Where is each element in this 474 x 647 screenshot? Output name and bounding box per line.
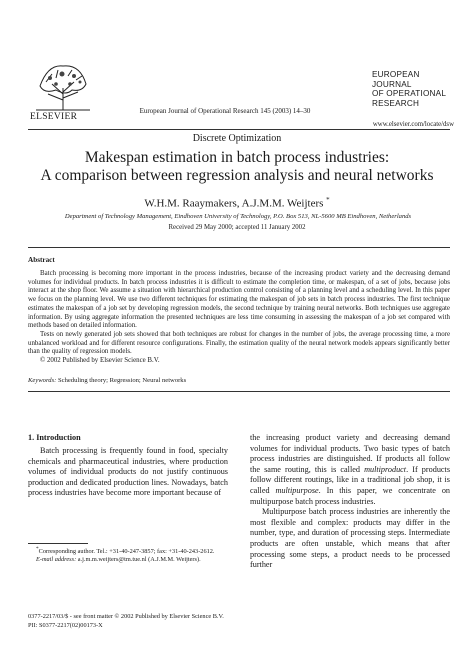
text-run: . In this paper, we concentrate on multipurpose batch process industries.: [250, 485, 451, 506]
footnote-mark: *: [36, 546, 39, 552]
intro-paragraph: Multipurpose batch process industries are inherently the most flexible and complex: products may differ in the number, type, and duration of processing steps. Intermediate products are often unstable, which means that after processing some steps, a product needs to be processed further: [250, 507, 450, 570]
footnote-rule: [28, 543, 88, 544]
section-heading-introduction: 1. Introduction: [28, 433, 81, 442]
email-label: E-mail address:: [36, 556, 77, 564]
term-multiproduct: multiproduct: [364, 464, 407, 474]
keywords-label: Keywords:: [28, 377, 57, 384]
abstract-bottom-rule: [28, 391, 450, 392]
email-suffix: (A.J.M.M. Weijters).: [148, 556, 201, 564]
intro-paragraph: [250, 433, 450, 507]
author-footnote-mark[interactable]: *: [326, 196, 330, 204]
journal-url[interactable]: www.elsevier.com/locate/dsw: [372, 121, 454, 128]
abstract-paragraph: Tests on newly generated job sets showed that both techniques are robust for changes in the number of jobs, the average processing time, a more unbalanced workload and for different resource configurations. Finally, the estimation quality of the neural network models appears significantly better than the quality of regression models.: [28, 330, 450, 356]
text-run: . If products follow different routings, like in a traditional job shop, it is called: [250, 464, 451, 495]
email-link[interactable]: a.j.m.m.weijters@tm.tue.nl: [77, 556, 147, 564]
authors: W.H.M. Raaymakers, A.J.M.M. Weijters: [144, 197, 324, 210]
journal-brand-line: OF OPERATIONAL: [372, 89, 447, 98]
left-column: [28, 446, 228, 499]
copyright-line: © 2002 Published by Elsevier Science B.V.: [40, 357, 160, 365]
elsevier-tree-logo: [28, 58, 98, 114]
section-label: Discrete Optimization: [192, 133, 282, 144]
abstract-top-rule: [28, 247, 450, 248]
author-line: [0, 196, 474, 210]
journal-brand-line: EUROPEAN: [372, 70, 420, 79]
header-rule: [28, 129, 450, 130]
footnote-email: [28, 556, 228, 564]
keywords: [28, 377, 450, 384]
received-dates: Received 29 May 2000; accepted 11 January 2002: [168, 224, 306, 231]
keywords-list: Scheduling theory; Regression; Neural networks: [57, 377, 187, 384]
term-multipurpose: multipurpose: [275, 485, 319, 495]
title-line-2: A comparison between regression analysis and neural networks: [40, 167, 434, 184]
intro-paragraph: Batch processing is frequently found in food, specialty chemicals and pharmaceutical industries, where production volumes of individual products do not justify continuous production and dedicated production lines. Nowadays, batch process industries have become more important because of: [28, 446, 228, 498]
abstract-heading: Abstract: [28, 256, 55, 264]
journal-brand: [372, 70, 452, 108]
journal-reference: European Journal of Operational Research 145 (2003) 14–30: [139, 107, 311, 115]
affiliation: Department of Technology Management, Eindhoven University of Technology, P.O. Box 513, NL-5600 MB Eindhoven, Netherlands: [64, 213, 412, 220]
publisher-name: ELSEVIER: [30, 112, 78, 122]
title-line-1: Makespan estimation in batch process industries:: [84, 149, 390, 166]
right-column: [250, 433, 450, 571]
pii-line: PII: S0377-2217(02)00173-X: [28, 621, 103, 629]
journal-brand-line: RESEARCH: [372, 98, 420, 108]
abstract-body: [28, 270, 450, 366]
footnote: [28, 545, 228, 564]
footnote-text: Corresponding author. Tel.: +31-40-247-3857; fax: +31-40-243-2612.: [38, 548, 215, 556]
front-matter: [28, 613, 224, 630]
article-title: [20, 149, 454, 185]
text-run: the increasing product variety and decreasing demand volumes for individual products. Two basic types of batch process industries are distinguished. If products all follow the same routing, this is called: [250, 433, 450, 474]
abstract-paragraph: Batch processing is becoming more important in the process industries, because of the increasing product variety and the decreasing demand volumes for individual products. In batch process industries it is difficult to estimate the completion time, or makespan, of a set of jobs, because jobs interact at the shop floor. We assume a situation with hierarchical production control consisting of a planning level and a scheduling level. In this paper we focus on the planning level. We use two different techniques for estimating the makespan of job sets in batch process industries. The first technique estimates the makespan of a job set by developing regression models, the second technique by training neural networks. Both techniques use aggregate information. By using aggregate information the presented techniques are less time consuming in assessing the makespan of a job set compared with methods based on detailed information.: [28, 270, 450, 330]
journal-brand-line: JOURNAL: [372, 79, 412, 89]
front-matter-line: 0377-2217/03/$ - see front matter © 2002 Published by Elsevier Science B.V.: [28, 613, 224, 620]
footnote-corresponding: [28, 545, 228, 556]
